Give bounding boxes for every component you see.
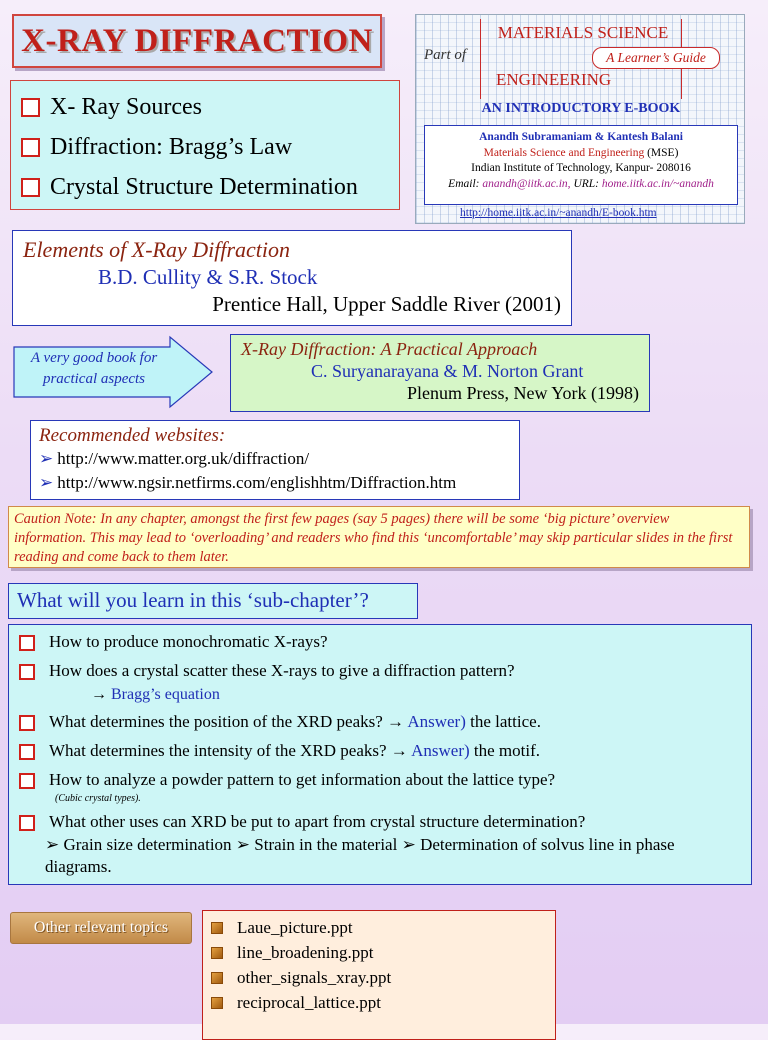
ebook-link[interactable]: http://home.iitk.ac.in/~anandh/E-book.htm [460,207,657,219]
file-link[interactable]: Laue_picture.ppt [237,918,353,937]
question-prefix: What determines the position of the XRD peaks? → [49,712,405,731]
title-banner [12,14,382,68]
file-link[interactable]: line_broadening.ppt [237,943,374,962]
checkbox-icon [19,664,35,680]
checkbox-icon [19,715,35,731]
checkbox-icon [19,815,35,831]
ebook-dept [425,146,737,162]
file-item[interactable] [211,915,547,940]
checkbox-icon [21,98,40,117]
learn-list [8,624,752,885]
website-link[interactable]: http://www.ngsir.netfirms.com/englishhtm/Diffraction.htm [57,473,457,492]
bragg-link[interactable]: Bragg’s equation [111,686,220,703]
websites-title: Recommended websites: [39,425,226,446]
ebook-info-box [424,125,738,205]
topic-label: Diffraction: Bragg’s Law [50,134,293,160]
files-list [202,910,556,1040]
book1-publisher: Prentice Hall, Upper Saddle River (2001) [212,292,561,316]
checkbox-icon [19,744,35,760]
topic-item [21,167,389,207]
list-item [19,711,739,733]
website-item[interactable] [39,447,511,471]
checkbox-icon [19,635,35,651]
book2-authors: C. Suryanarayana & M. Norton Grant [311,361,584,381]
websites-box [30,420,520,500]
book1-box [12,230,572,326]
arrow-callout-text: A very good book for practical aspects [30,350,158,387]
book2-box [230,334,650,412]
square-bullet-icon [211,922,223,934]
ebook-title-line1: MATERIALS SCIENCE [497,23,669,42]
file-item[interactable] [211,940,547,965]
question-suffix: the motif. [473,741,541,760]
square-bullet-icon [211,972,223,984]
list-item [19,740,739,762]
question-text: How does a crystal scatter these X-rays to give a diffraction pattern? [49,661,515,680]
question-text: How to analyze a powder pattern to get information about the lattice type? [49,770,556,789]
question-suffix: the lattice. [470,712,541,731]
checkbox-icon [21,178,40,197]
arrow-icon: → [91,686,107,703]
learn-heading: What will you learn in this ‘sub-chapter’? [8,583,418,619]
arrow-bullet-icon: ➢ [39,473,54,492]
caution-note: Caution Note: In any chapter, amongst the first few pages (say 5 pages) there will be some ‘big picture’ overview information. This may lead to ‘overloading’ and readers who find this ‘uncomfortable’ may skip particular slides in the first reading and come back to them later. [8,506,750,568]
url-link[interactable]: home.iitk.ac.in/~anandh [601,177,714,190]
list-subitem [91,684,768,706]
ebook-dept-name: Materials Science and Engineering [483,146,645,159]
email-label: Email: [448,177,480,190]
list-subitem: ➢ Grain size determination ➢ Strain in the material ➢ Determination of solvus line in phase diagrams. [45,835,675,876]
list-item [19,660,739,682]
other-topics-button[interactable]: Other relevant topics [10,912,192,944]
topic-item [21,127,389,167]
ebook-title-line3: ENGINEERING [496,70,612,89]
question-text [49,711,541,733]
website-link[interactable]: http://www.matter.org.uk/diffraction/ [57,449,310,468]
email-link[interactable]: anandh@iitk.ac.in, [482,177,571,190]
answer-link[interactable]: Answer) [411,741,470,760]
question-prefix: What determines the intensity of the XRD peaks? → [49,741,408,760]
ebook-contact [425,177,737,193]
book2-publisher: Plenum Press, New York (1998) [406,383,639,403]
page-title: X-RAY DIFFRACTION [21,22,373,59]
checkbox-icon [19,773,35,789]
ebook-intro: AN INTRODUCTORY E-BOOK [481,101,681,116]
book2-title: X-Ray Diffraction: A Practical Approach [241,339,538,359]
url-label: URL: [573,177,599,190]
ebook-part-of: Part of [424,47,467,63]
checkbox-icon [21,138,40,157]
ebook-institute: Indian Institute of Technology, Kanpur- 208016 [471,162,691,174]
topic-label: Crystal Structure Determination [50,174,358,200]
website-item[interactable] [39,471,511,495]
book1-authors: B.D. Cullity & S.R. Stock [98,265,318,289]
list-item [19,631,739,653]
topic-item [21,87,389,127]
file-item[interactable] [211,965,547,990]
ebook-authors: Anandh Subramaniam & Kantesh Balani [479,131,683,143]
square-bullet-icon [211,997,223,1009]
file-item[interactable] [211,990,547,1015]
list-item [19,811,739,833]
answer-link[interactable]: Answer) [407,712,466,731]
ebook-dept-abbr: (MSE) [647,146,679,159]
file-link[interactable]: other_signals_xray.ppt [237,968,392,987]
question-text: What other uses can XRD be put to apart from crystal structure determination? [49,812,586,831]
question-note: (Cubic crystal types). [55,793,141,804]
list-item [19,769,739,791]
square-bullet-icon [211,947,223,959]
topic-label: X- Ray Sources [50,94,202,120]
ebook-panel [415,14,745,224]
arrow-bullet-icon: ➢ [39,449,54,468]
question-text [49,740,540,762]
ebook-guide-badge: A Learner’s Guide [592,47,720,69]
topics-box [10,80,400,210]
book1-title: Elements of X-Ray Diffraction [23,237,290,262]
question-text: How to produce monochromatic X-rays? [49,632,328,651]
file-link[interactable]: reciprocal_lattice.ppt [237,993,381,1012]
